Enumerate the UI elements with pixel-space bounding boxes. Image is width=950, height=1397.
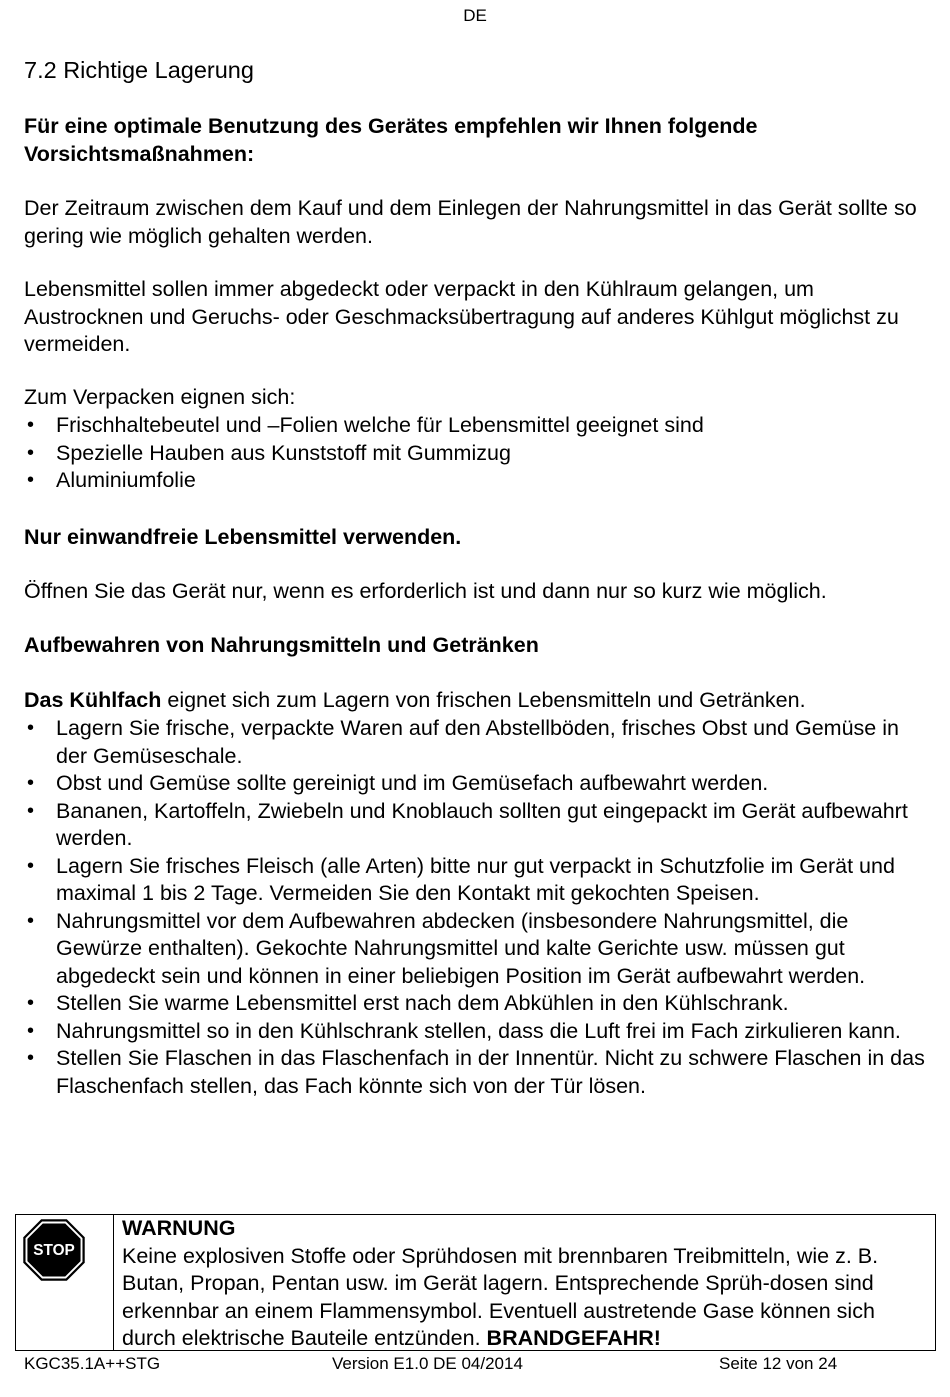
warning-emphasis: BRANDGEFAHR!: [486, 1326, 661, 1350]
paragraph-purchase-time: Der Zeitraum zwischen dem Kauf und dem Einlegen der Nahrungsmittel in das Gerät sollte so gering wie möglich gehalten werden.: [24, 196, 917, 248]
footer-version: Version E1.0 DE 04/2014: [332, 1354, 523, 1373]
list-item: • Obst und Gemüse sollte gereinigt und im Gemüsefach aufbewahrt werden.: [24, 770, 929, 798]
footer-page-number: Seite 12 von 24: [719, 1354, 838, 1373]
intro-heading: Für eine optimale Benutzung des Gerätes empfehlen wir Ihnen folgende Vorsichtsmaßnahmen:: [24, 114, 758, 166]
list-item: • Stellen Sie warme Lebensmittel erst nach dem Abkühlen in den Kühlschrank.: [24, 990, 929, 1018]
stop-sign-icon: [22, 1218, 86, 1282]
section-title: 7.2 Richtige Lagerung: [24, 57, 254, 83]
list-item: • Frischhaltebeutel und –Folien welche für Lebensmittel geeignet sind: [24, 412, 929, 440]
fridge-description: eignet sich zum Lagern von frischen Lebensmitteln und Getränken.: [161, 688, 806, 712]
paragraph-cover-food: Lebensmittel sollen immer abgedeckt oder verpackt in den Kühlraum gelangen, um Austrocknen und Geruchs- oder Geschmacksübertragung auf anderes Kühlgut möglichst zu vermeiden.: [24, 277, 899, 356]
fridge-intro: [24, 687, 934, 715]
stop-sign-label: STOP: [33, 1242, 75, 1260]
list-item: • Stellen Sie Flaschen in das Flaschenfach in der Innentür. Nicht zu schwere Flaschen in das Flaschenfach stellen, das Fach könnte sich von der Tür lösen.: [24, 1045, 929, 1100]
warning-box: [15, 1214, 936, 1351]
fridge-label: Das Kühlfach: [24, 688, 162, 712]
page-footer: [0, 1353, 950, 1375]
packing-list: [24, 412, 929, 495]
storage-heading: Aufbewahren von Nahrungsmitteln und Getränken: [24, 633, 539, 657]
list-item: • Nahrungsmittel vor dem Aufbewahren abdecken (insbesondere Nahrungsmittel, die Gewürze enthalten). Gekochte Nahrungsmittel und kalte Gerichte usw. müssen gut abgedeckt sein und können in einer beliebigen Position im Gerät aufbewahrt werden.: [24, 908, 929, 991]
list-item: • Bananen, Kartoffeln, Zwiebeln und Knoblauch sollten gut eingepackt im Gerät aufbewahrt werden.: [24, 798, 929, 853]
warning-body: Keine explosiven Stoffe oder Sprühdosen mit brennbaren Treibmitteln, wie z. B. Butan, Propan, Pentan usw. im Gerät lagern. Entsprechende Sprüh-dosen sind erkennbar an einem Flammensymbol. Eventuell austretende Gase können sich durch elektrische Bauteile entzünden.: [122, 1243, 879, 1350]
list-item: • Lagern Sie frische, verpackte Waren auf den Abstellböden, frisches Obst und Gemüse in der Gemüseschale.: [24, 715, 929, 770]
list-item: • Aluminiumfolie: [24, 467, 929, 495]
list-item: • Nahrungsmittel so in den Kühlschrank stellen, dass die Luft frei im Fach zirkulieren kann.: [24, 1018, 929, 1046]
warning-text: [122, 1243, 932, 1353]
packing-intro: Zum Verpacken eignen sich:: [24, 385, 296, 409]
storage-list: [24, 715, 929, 1100]
warning-title: WARNUNG: [122, 1216, 236, 1240]
warning-divider: [113, 1215, 114, 1350]
footer-model: KGC35.1A++STG: [24, 1354, 161, 1373]
warning-content: [122, 1215, 932, 1353]
list-item: • Spezielle Hauben aus Kunststoff mit Gummizug: [24, 440, 929, 468]
list-item: • Lagern Sie frisches Fleisch (alle Arten) bitte nur gut verpackt in Schutzfolie im Gerät und maximal 1 bis 2 Tage. Vermeiden Sie den Kontakt mit gekochten Speisen.: [24, 853, 929, 908]
paragraph-open-door: Öffnen Sie das Gerät nur, wenn es erforderlich ist und dann nur so kurz wie möglich.: [24, 579, 827, 603]
header-language: DE: [463, 6, 487, 25]
only-flawless-food: Nur einwandfreie Lebensmittel verwenden.: [24, 525, 462, 549]
